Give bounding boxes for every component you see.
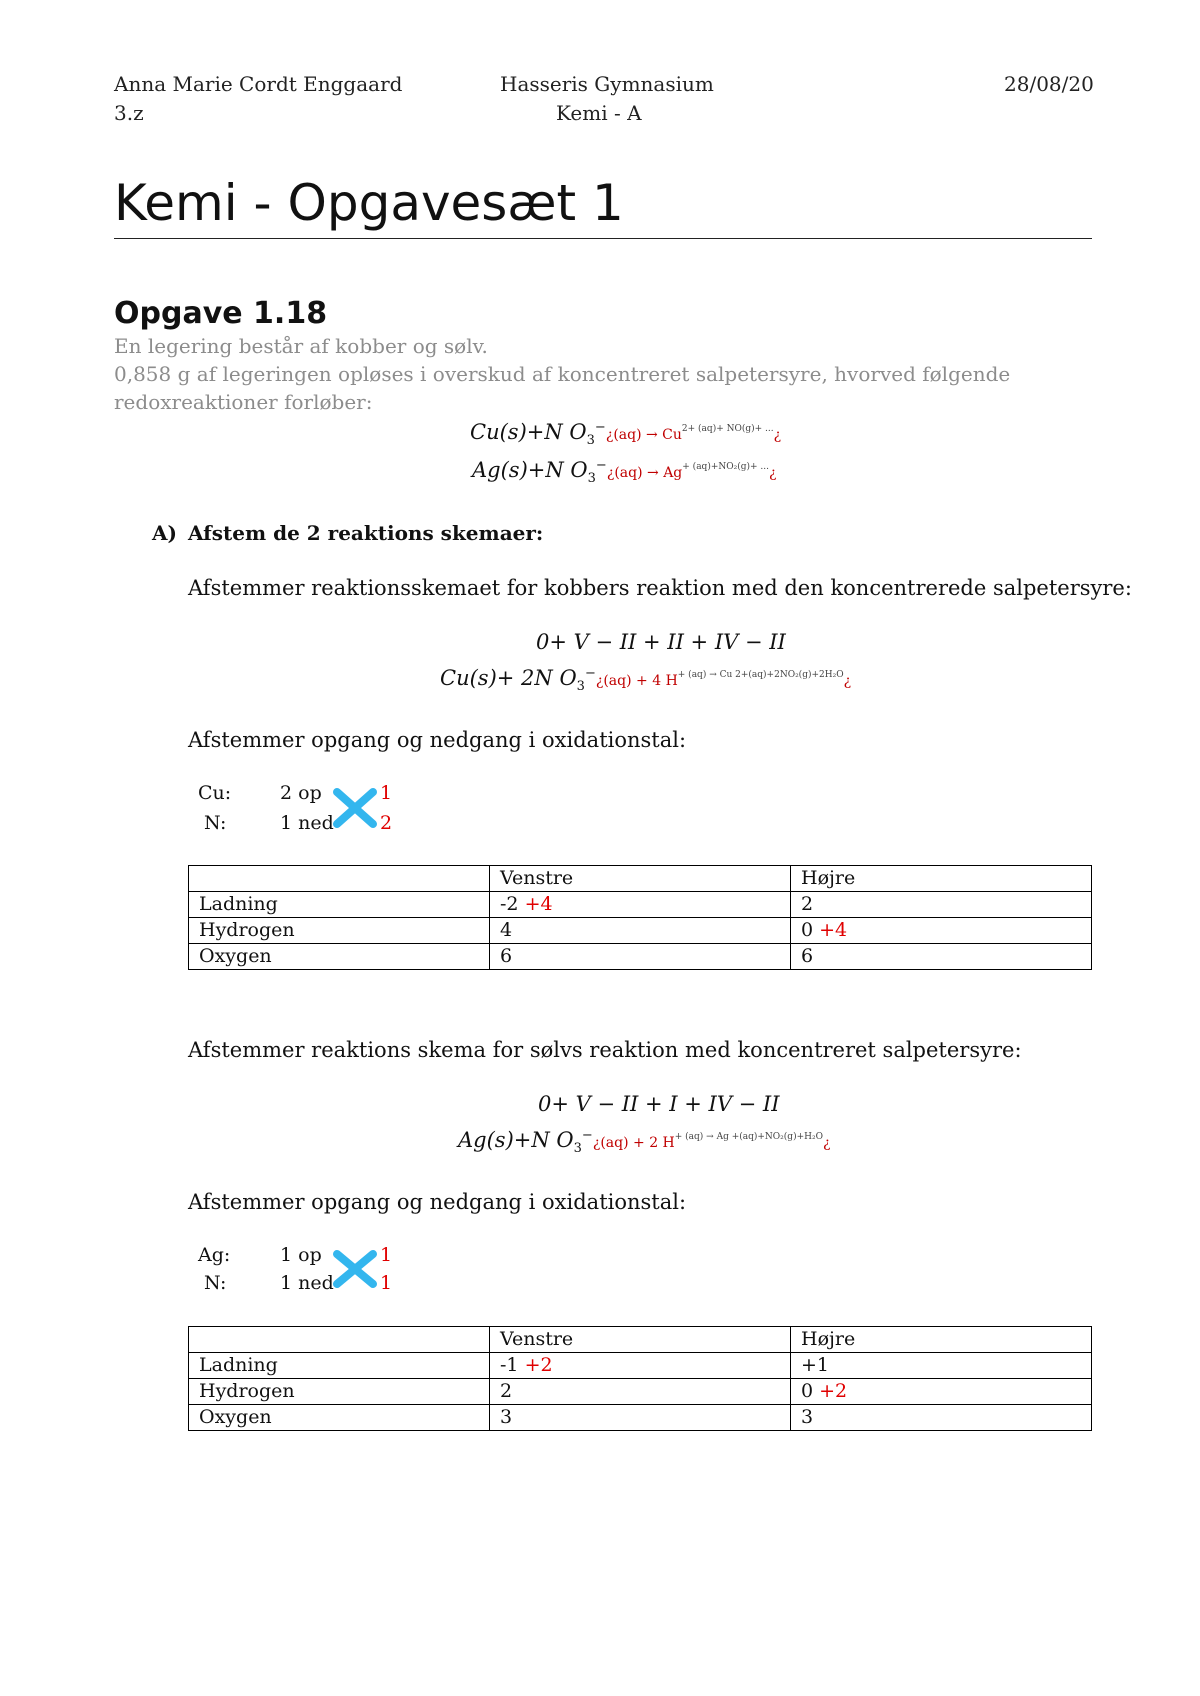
- row-label: Ladning: [189, 892, 490, 918]
- ag-ox-change-2: 1 ned: [280, 1272, 334, 1294]
- table-header-right: Højre: [791, 866, 1092, 892]
- ag-ox-factor-2: 1: [380, 1272, 393, 1294]
- table-header-left: Venstre: [490, 866, 791, 892]
- cu-ox-numbers: 0+ V − II + II + IV − II: [536, 630, 786, 654]
- ag-ox-el-2: N:: [204, 1272, 227, 1294]
- reaction-ag-sup: −: [595, 458, 607, 473]
- row-label: Oxygen: [189, 944, 490, 970]
- right-value: [791, 918, 1092, 944]
- cross-arrows-icon: [332, 786, 378, 830]
- value: 2: [500, 1380, 513, 1402]
- added-value: +4: [524, 893, 553, 915]
- cu-eq-lhs: Cu(s)+ 2N O: [440, 666, 577, 690]
- ag-intro: Afstemmer reaktions skema for sølvs reaktion med koncentreret salpetersyre:: [188, 1038, 1022, 1062]
- left-value: [490, 944, 791, 970]
- reaction-ag-sub: 3: [587, 471, 596, 487]
- cu-ox-factor-2: 2: [380, 812, 393, 834]
- table-row: [189, 1379, 1092, 1405]
- value: 0: [801, 919, 814, 941]
- ag-eq-sup: −: [581, 1128, 593, 1143]
- value: -1: [500, 1354, 519, 1376]
- cu-eq-sup: −: [584, 666, 596, 681]
- cu-ox-change-1: 2 op: [280, 782, 322, 804]
- header-subject: Kemi - A: [556, 101, 642, 125]
- table-row: [189, 918, 1092, 944]
- cu-eq-tail: ¿(aq) + 4 H: [595, 673, 678, 689]
- cu-ox-change-2: 1 ned: [280, 812, 334, 834]
- value: 3: [500, 1406, 513, 1428]
- header-school: Hasseris Gymnasium: [500, 72, 714, 96]
- cu-ox-el-2: N:: [204, 812, 227, 834]
- ag-step: Afstemmer opgang og nedgang i oxidationstal:: [188, 1190, 687, 1214]
- value: 6: [801, 945, 814, 967]
- reaction-cu: [470, 420, 781, 448]
- table-row: [189, 1405, 1092, 1431]
- table-row: [189, 944, 1092, 970]
- page-title: Kemi - Opgavesæt 1: [114, 174, 624, 232]
- reaction-cu-sup: −: [594, 420, 606, 435]
- cu-intro: Afstemmer reaktionsskemaet for kobbers reaktion med den koncentrerede salpetersyre:: [188, 576, 1132, 600]
- ag-ox-el-1: Ag:: [198, 1244, 231, 1266]
- cu-eq-sub: 3: [576, 679, 585, 695]
- value: -2: [500, 893, 519, 915]
- value: 3: [801, 1406, 814, 1428]
- value: 6: [500, 945, 513, 967]
- cu-balance-table: [188, 865, 1092, 970]
- table-row: [189, 866, 1092, 892]
- reaction-cu-end: ¿: [773, 427, 782, 443]
- ag-eq-lhs: Ag(s)+N O: [458, 1128, 574, 1152]
- left-value: [490, 1353, 791, 1379]
- row-label: Oxygen: [189, 1405, 490, 1431]
- reaction-cu-lhs: Cu(s)+N O: [470, 420, 587, 444]
- reaction-ag-lhs: Ag(s)+N O: [472, 458, 588, 482]
- reaction-ag-end: ¿: [769, 465, 777, 481]
- added-value: +2: [819, 1380, 848, 1402]
- cross-arrows-icon: [332, 1248, 378, 1290]
- table-row: [189, 1327, 1092, 1353]
- ag-eq-tiny: + (aq) → Ag +(aq)+NO₂(g)+H₂O: [674, 1132, 823, 1142]
- ag-eq-end: ¿: [822, 1135, 831, 1151]
- intro-line-2: 0,858 g af legeringen opløses i overskud af koncentreret salpetersyre, hvorved følgende: [114, 362, 1011, 386]
- cu-eq-tiny: + (aq) → Cu 2+(aq)+2NO₂(g)+2H₂O: [677, 670, 844, 680]
- table-row: [189, 1353, 1092, 1379]
- ag-ox-factor-1: 1: [380, 1244, 393, 1266]
- value: +1: [801, 1354, 830, 1376]
- value: 4: [500, 919, 513, 941]
- cu-ox-el-1: Cu:: [198, 782, 232, 804]
- ag-balance-table: [188, 1326, 1092, 1431]
- table-row: [189, 892, 1092, 918]
- reaction-ag-tail: ¿(aq) → Ag: [606, 465, 683, 481]
- intro-line-1: En legering består af kobber og sølv.: [114, 334, 488, 358]
- table-header-left: Venstre: [490, 1327, 791, 1353]
- right-value: [791, 892, 1092, 918]
- cu-ox-factor-1: 1: [380, 782, 393, 804]
- reaction-ag: [472, 458, 777, 486]
- left-value: [490, 1379, 791, 1405]
- ag-ox-numbers: 0+ V − II + I + IV − II: [538, 1092, 780, 1116]
- right-value: [791, 1379, 1092, 1405]
- row-label: Hydrogen: [189, 1379, 490, 1405]
- ag-balanced-equation: [458, 1128, 830, 1156]
- left-value: [490, 1405, 791, 1431]
- part-a-label: A): [152, 521, 177, 545]
- table-cell: [189, 866, 490, 892]
- reaction-cu-sub: 3: [586, 433, 595, 449]
- added-value: +4: [819, 919, 848, 941]
- row-label: Hydrogen: [189, 918, 490, 944]
- section-heading: Opgave 1.18: [114, 296, 328, 331]
- added-value: +2: [524, 1354, 553, 1376]
- ag-eq-tail: ¿(aq) + 2 H: [592, 1135, 675, 1151]
- reaction-cu-tail: ¿(aq) → Cu: [605, 427, 682, 443]
- right-value: [791, 1353, 1092, 1379]
- title-divider: [114, 238, 1092, 239]
- part-a-title: Afstem de 2 reaktions skemaer:: [188, 521, 544, 545]
- table-header-right: Højre: [791, 1327, 1092, 1353]
- reaction-ag-tiny: + (aq)+NO₂(g)+ ...: [682, 462, 770, 472]
- table-cell: [189, 1327, 490, 1353]
- intro-line-3: redoxreaktioner forløber:: [114, 390, 373, 414]
- left-value: [490, 918, 791, 944]
- ag-ox-change-1: 1 op: [280, 1244, 322, 1266]
- header-class: 3.z: [114, 101, 144, 125]
- value: 0: [801, 1380, 814, 1402]
- left-value: [490, 892, 791, 918]
- right-value: [791, 1405, 1092, 1431]
- header-author: Anna Marie Cordt Enggaard: [114, 72, 403, 96]
- reaction-cu-tiny: 2+ (aq)+ NO(g)+ ...: [681, 424, 774, 434]
- cu-balanced-equation: [440, 666, 851, 694]
- right-value: [791, 944, 1092, 970]
- ag-eq-sub: 3: [573, 1141, 582, 1157]
- value: 2: [801, 893, 814, 915]
- cu-eq-end: ¿: [843, 673, 852, 689]
- cu-step: Afstemmer opgang og nedgang i oxidationstal:: [188, 728, 687, 752]
- header-date: 28/08/20: [1004, 72, 1094, 96]
- row-label: Ladning: [189, 1353, 490, 1379]
